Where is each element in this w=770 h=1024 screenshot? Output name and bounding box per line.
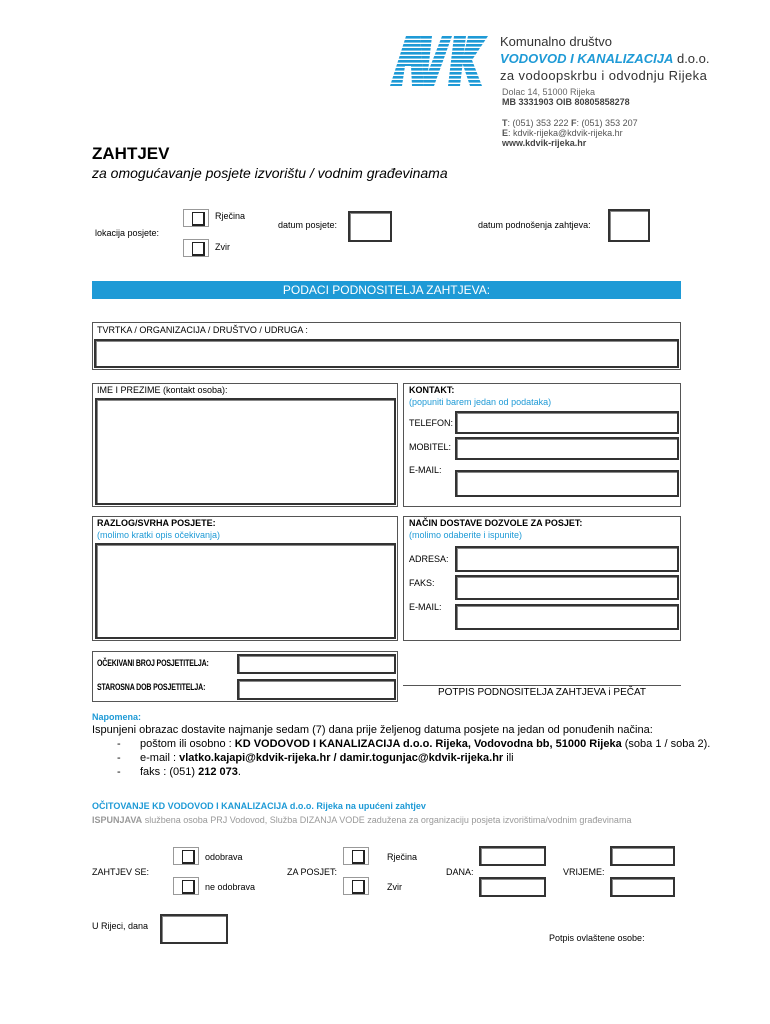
signature-label: POTPIS PODNOSITELJA ZAHTJEVA i PEČAT bbox=[437, 687, 646, 698]
note-bullet-dash: - bbox=[117, 752, 121, 764]
form-title: ZAHTJEV bbox=[92, 144, 170, 163]
company-suffix: d.o.o. bbox=[676, 51, 710, 66]
time-input-1[interactable] bbox=[610, 846, 675, 866]
reason-hint: (molimo kratki opis očekivanja) bbox=[97, 530, 221, 540]
address: Dolac 14, 51000 Rijeka bbox=[502, 87, 596, 97]
reason-input[interactable] bbox=[95, 543, 396, 639]
reason-title: RAZLOG/SVRHA POSJETE: bbox=[97, 518, 216, 528]
request-label: ZAHTJEV SE: bbox=[92, 867, 150, 877]
days-input-2[interactable] bbox=[479, 877, 546, 897]
phone-fax: T: (051) 353 222 F: (051) 353 207 bbox=[502, 118, 638, 128]
days-input-1[interactable] bbox=[479, 846, 546, 866]
visitor-count-label: OČEKIVANI BROJ POSJETITELJA: bbox=[97, 658, 209, 668]
response-zvir-checkbox[interactable] bbox=[343, 877, 369, 895]
mobile-label: MOBITEL: bbox=[409, 442, 452, 452]
place-date-input[interactable] bbox=[160, 914, 228, 944]
time-input-2[interactable] bbox=[610, 877, 675, 897]
delivery-email-label: E-MAIL: bbox=[409, 602, 442, 612]
org-label: TVRTKA / ORGANIZACIJA / DRUŠTVO / UDRUGA : bbox=[97, 325, 308, 335]
days-label: DANA: bbox=[446, 867, 474, 877]
deny-label: ne odobrava bbox=[205, 882, 256, 892]
form-subtitle: za omogućavanje posjete izvorištu / vodnim građevinama bbox=[92, 165, 448, 181]
submit-date-input[interactable] bbox=[608, 209, 650, 242]
address-label: ADRESA: bbox=[409, 554, 449, 564]
visitor-count-input[interactable] bbox=[237, 654, 396, 674]
visit-date-label: datum posjete: bbox=[278, 220, 338, 230]
zvir-label: Zvir bbox=[215, 242, 230, 252]
note-bullet-dash: - bbox=[117, 738, 121, 750]
note-title: Napomena: bbox=[92, 712, 142, 722]
contact-title: KONTAKT: bbox=[409, 385, 455, 395]
signature-line bbox=[403, 685, 681, 686]
response-fill-note: ISPUNJAVA službena osoba PRJ Vodovod, Služba DIZANJA VODE zadužena za organizaciju posjeta izvorištima/vodnim građevinama bbox=[92, 815, 632, 825]
deny-checkbox[interactable] bbox=[173, 877, 199, 895]
delivery-email-input[interactable] bbox=[455, 604, 679, 630]
submit-date-label: datum podnošenja zahtjeva: bbox=[478, 220, 591, 230]
contact-email-label: E-MAIL: bbox=[409, 465, 442, 475]
visitor-age-label: STAROSNA DOB POSJETITELJA: bbox=[97, 682, 206, 692]
fax-label: FAKS: bbox=[409, 578, 435, 588]
rjecina-checkbox[interactable] bbox=[183, 209, 209, 227]
company-line2 bbox=[500, 51, 710, 66]
address-input[interactable] bbox=[455, 546, 679, 572]
website: www.kdvik-rijeka.hr bbox=[502, 138, 587, 148]
response-rjecina-checkbox[interactable] bbox=[343, 847, 369, 865]
company-ids: MB 3331903 OIB 80805858278 bbox=[502, 97, 630, 107]
response-rjecina-label: Rječina bbox=[387, 852, 418, 862]
name-label: IME I PREZIME (kontakt osoba): bbox=[97, 385, 228, 395]
company-name: VODOVOD I KANALIZACIJA bbox=[500, 51, 674, 66]
response-zvir-label: Zvir bbox=[387, 882, 402, 892]
location-label: lokacija posjete: bbox=[95, 228, 160, 238]
phone-label: TELEFON: bbox=[409, 418, 454, 428]
phone-input[interactable] bbox=[455, 411, 679, 434]
company-line3: za vodoopskrbu i odvodnju Rijeka bbox=[500, 68, 708, 83]
note-intro: Ispunjeni obrazac dostavite najmanje sedam (7) dana prije željenog datuma posjete na jedan od ponuđenih načina: bbox=[92, 724, 653, 736]
approve-label: odobrava bbox=[205, 852, 243, 862]
visit-date-input[interactable] bbox=[348, 211, 392, 242]
mobile-input[interactable] bbox=[455, 437, 679, 460]
org-input[interactable] bbox=[94, 339, 679, 368]
rjecina-label: Rječina bbox=[215, 211, 246, 221]
response-title: OČITOVANJE KD VODOVOD I KANALIZACIJA d.o.o. Rijeka na upućeni zahtjev bbox=[92, 801, 426, 811]
note-bullet-dash: - bbox=[117, 766, 121, 778]
approve-checkbox[interactable] bbox=[173, 847, 199, 865]
zvir-checkbox[interactable] bbox=[183, 239, 209, 257]
visitor-age-input[interactable] bbox=[237, 679, 396, 700]
time-label: VRIJEME: bbox=[563, 867, 605, 877]
note-bullet-fax: faks : (051) 212 073. bbox=[140, 766, 241, 778]
official-signature-label: Potpis ovlaštene osobe: bbox=[549, 933, 645, 943]
name-input[interactable] bbox=[95, 398, 396, 505]
contact-email-input[interactable] bbox=[455, 470, 679, 497]
place-date-label: U Rijeci, dana bbox=[92, 921, 149, 931]
fax-input[interactable] bbox=[455, 575, 679, 600]
email: E: kdvik-rijeka@kdvik-rijeka.hr bbox=[502, 128, 623, 138]
delivery-title: NAČIN DOSTAVE DOZVOLE ZA POSJET: bbox=[409, 518, 583, 528]
delivery-hint: (molimo odaberite i ispunite) bbox=[409, 530, 523, 540]
company-line1: Komunalno društvo bbox=[500, 34, 613, 49]
note-bullet-email: e-mail : vlatko.kajapi@kdvik-rijeka.hr / damir.togunjac@kdvik-rijeka.hr ili bbox=[140, 752, 514, 764]
contact-hint: (popuniti barem jedan od podataka) bbox=[409, 397, 552, 407]
note-bullet-post: poštom ili osobno : KD VODOVOD I KANALIZACIJA d.o.o. Rijeka, Vodovodna bb, 51000 Rijeka (soba 1 / soba 2). bbox=[140, 738, 711, 750]
vik-logo bbox=[390, 36, 488, 86]
for-visit-label: ZA POSJET: bbox=[287, 867, 338, 877]
section-banner: PODACI PODNOSITELJA ZAHTJEVA: bbox=[92, 281, 681, 299]
